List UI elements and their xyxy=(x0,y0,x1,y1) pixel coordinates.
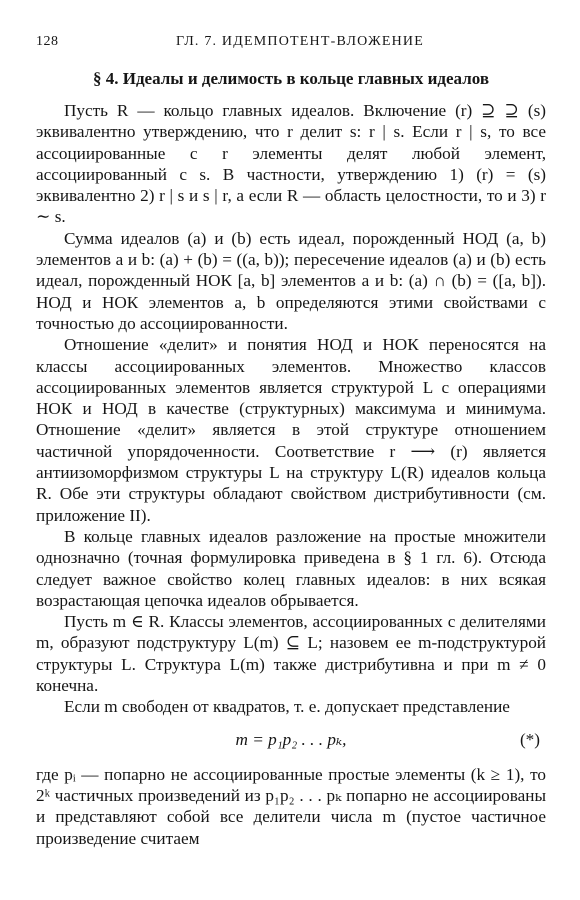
paragraph: Отношение «делит» и понятия НОД и НОК переносятся на классы ассоциированных элементов. Множество классов ассоциированных элементов является структурой L с операциями НОК и НОД в качестве (структурных) максимума и минимума. Отношение «делит» является в этой структуре отношением частичной упорядоченности. Соответствие r ⟶ (r) является антиизоморфизмом структуры L на структуру L(R) идеалов кольца R. Обе эти структуры обладают свойством дистрибутивности (см. приложение II). xyxy=(36,335,546,525)
body-text xyxy=(36,100,546,849)
section-heading: § 4. Идеалы и делимость в кольце главных идеалов xyxy=(92,69,489,88)
paragraph-continuation: где pᵢ — попарно не ассоциированные простые элементы (k ≥ 1), то 2ᵏ частичных произведений из p₁p₂ . . . pₖ попарно не ассоциированы и представляют собой все делители числа m (пустое частичное произведение считаем xyxy=(36,764,546,848)
paragraph: Пусть R — кольцо главных идеалов. Включение (r) ⊇ ⊇ (s) эквивалентно утверждению, что r делит s: r | s. Если r | s, то все ассоциированные с r элементы делят любой элемент, ассоциированный с s. В частности, утверждению 1) (r) = (s) эквивалентно 2) r | s и s | r, а если R — область целостности, то и 3) r ∼ s. xyxy=(36,101,546,227)
paragraph: Сумма идеалов (a) и (b) есть идеал, порожденный НОД (a, b) элементов a и b: (a) + (b) = ((a, b)); пересечение идеалов (a) и (b) есть идеал, порожденный НОК [a, b] элементов a и b: (a) ∩ (b) = ([a, b]). НОД и НОК элементов a, b определяются этими свойствами с точностью до ассоциированности. xyxy=(36,228,546,333)
running-head xyxy=(36,34,546,56)
paragraph: Если m свободен от квадратов, т. е. допускает представление xyxy=(64,697,510,717)
chapter-title: ГЛ. 7. ИДЕМПОТЕНТ-ВЛОЖЕНИЕ xyxy=(176,34,424,49)
formula-text: m = p₁p₂ . . . pₖ, xyxy=(235,729,347,749)
equation-tag: (*) xyxy=(519,729,540,749)
book-page xyxy=(36,34,546,894)
paragraph: В кольце главных идеалов разложение на простые множители однозначно (точная формулировка приведена в § 1 гл. 6). Отсюда следует важное свойство колец главных идеалов: в них всякая возрастающая цепочка идеалов обрывается. xyxy=(36,526,546,610)
display-formula xyxy=(36,718,546,764)
paragraph: Пусть m ∈ R. Классы элементов, ассоциированных с делителями m, образуют подструктуру L(m) ⊆ L; назовем ее m-подструктурой структуры L. Структура L(m) также дистрибутивна и при m ≠ 0 конечна. xyxy=(36,612,546,696)
page-number: 128 xyxy=(36,34,59,49)
